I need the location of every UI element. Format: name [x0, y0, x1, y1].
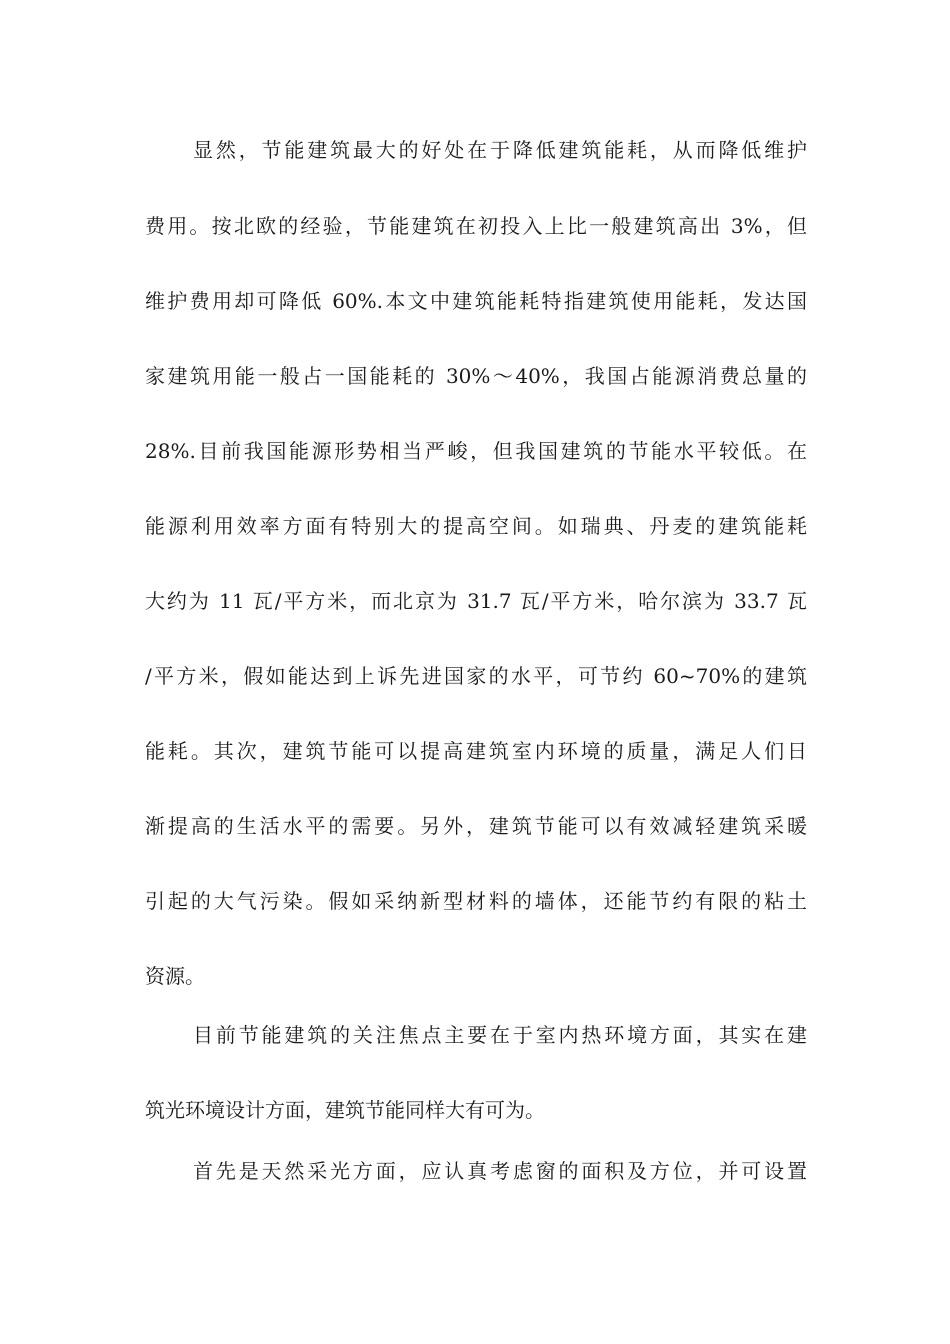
- paragraph-1-line-4: 家建筑用能一般占一国能耗的 30%～40%，我国占能源消费总量的: [145, 364, 807, 388]
- paragraph-1-line-7: 大约为 11 瓦/平方米，而北京为 31.7 瓦/平方米，哈尔滨为 33.7 瓦: [145, 589, 807, 613]
- paragraph-1-line-3: 维护费用却可降低 60%.本文中建筑能耗特指建筑使用能耗，发达国: [145, 289, 807, 313]
- paragraph-1-line-11: 引起的大气污染。假如采纳新型材料的墙体，还能节约有限的粘土: [145, 889, 807, 913]
- paragraph-2-line-1: 目前节能建筑的关注焦点主要在于室内热环境方面，其实在建: [193, 1023, 807, 1047]
- paragraph-1-line-9: 能耗。其次，建筑节能可以提高建筑室内环境的质量，满足人们日: [145, 739, 807, 763]
- paragraph-1-line-1: 显然，节能建筑最大的好处在于降低建筑能耗，从而降低维护: [193, 138, 807, 162]
- paragraph-1-line-2: 费用。按北欧的经验，节能建筑在初投入上比一般建筑高出 3%，但: [145, 214, 807, 238]
- paragraph-1-line-8: /平方米，假如能达到上诉先进国家的水平，可节约 60~70%的建筑: [145, 664, 807, 688]
- paragraph-1-line-5: 28%.目前我国能源形势相当严峻，但我国建筑的节能水平较低。在: [145, 439, 807, 463]
- paragraph-2-line-2: 筑光环境设计方面，建筑节能同样大有可为。: [145, 1098, 545, 1122]
- paragraph-1-line-6: 能源利用效率方面有特别大的提高空间。如瑞典、丹麦的建筑能耗: [145, 514, 807, 538]
- paragraph-3-line-1: 首先是天然采光方面，应认真考虑窗的面积及方位，并可设置: [193, 1159, 807, 1183]
- paragraph-1-line-10: 渐提高的生活水平的需要。另外，建筑节能可以有效减轻建筑采暖: [145, 814, 807, 838]
- paragraph-1-line-12: 资源。: [145, 964, 205, 988]
